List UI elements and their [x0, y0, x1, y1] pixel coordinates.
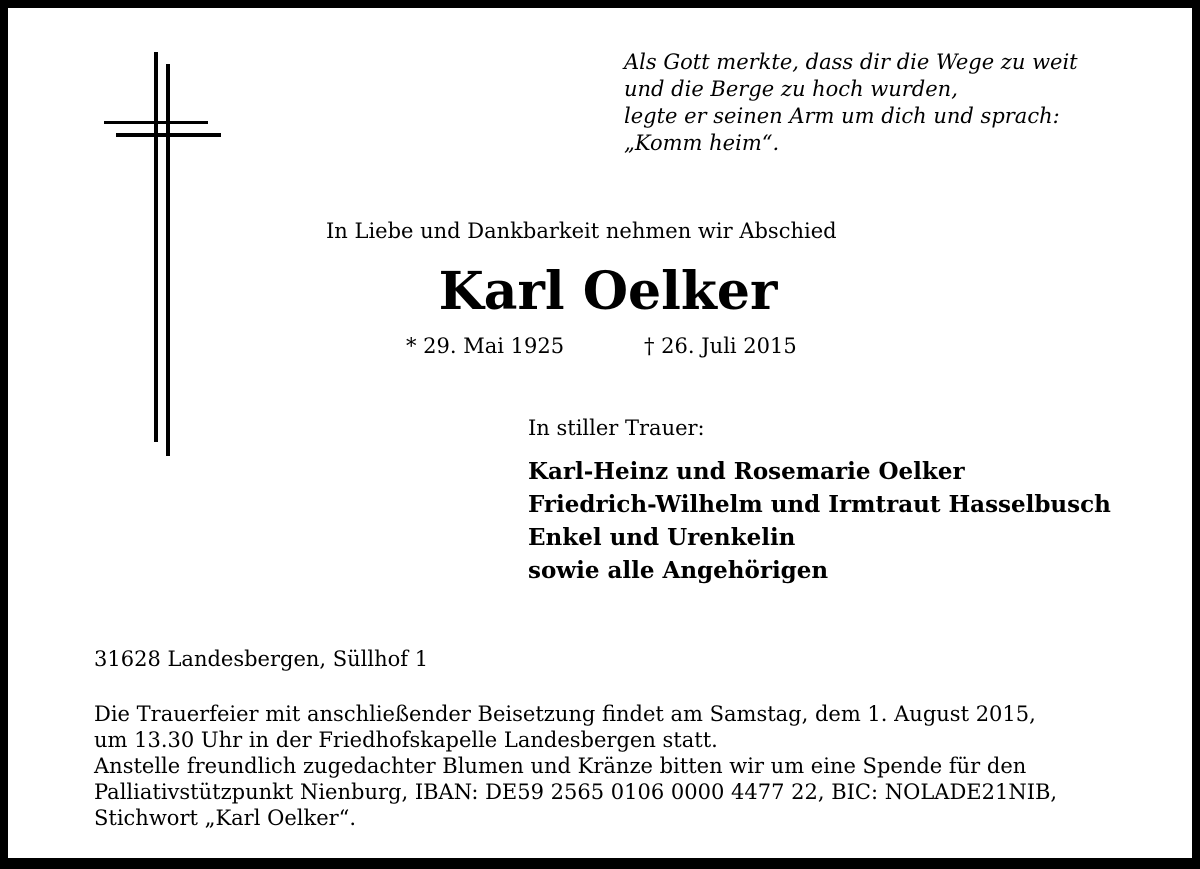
poem-line: Als Gott merkte, dass dir die Wege zu weit: [624, 50, 1078, 74]
poem-line: und die Berge zu hoch wurden,: [624, 77, 958, 101]
mourner-line: Friedrich-Wilhelm und Irmtraut Hasselbusch: [528, 491, 1111, 518]
details-line: Stichwort „Karl Oelker“.: [94, 806, 357, 830]
memorial-poem: [624, 49, 1078, 157]
poem-line: legte er seinen Arm um dich und sprach:: [624, 104, 1060, 128]
mourner-line: Karl-Heinz und Rosemarie Oelker: [528, 458, 965, 485]
address: 31628 Landesbergen, Süllhof 1: [94, 647, 429, 671]
details-line: Palliativstützpunkt Nienburg, IBAN: DE59 2565 0106 0000 4477 22, BIC: NOLADE21NIB,: [94, 780, 1058, 804]
birth-date: * 29. Mai 1925: [406, 334, 565, 358]
poem-line: „Komm heim“.: [624, 131, 780, 155]
details-line: Die Trauerfeier mit anschließender Beisetzung findet am Samstag, dem 1. August 2015,: [94, 702, 1036, 726]
mourner-line: sowie alle Angehörigen: [528, 557, 829, 584]
farewell-intro: In Liebe und Dankbarkeit nehmen wir Abschied: [326, 219, 837, 243]
details-line: um 13.30 Uhr in der Friedhofskapelle Landesbergen statt.: [94, 728, 718, 752]
details-line: Anstelle freundlich zugedachter Blumen und Kränze bitten wir um eine Spende für den: [94, 754, 1027, 778]
mourner-line: Enkel und Urenkelin: [528, 524, 796, 551]
ceremony-details: [94, 701, 1057, 831]
mourning-label: In stiller Trauer:: [528, 416, 705, 440]
deceased-name: Karl Oelker: [438, 261, 778, 322]
mourners-list: [528, 455, 1111, 587]
death-date: † 26. Juli 2015: [644, 334, 797, 358]
